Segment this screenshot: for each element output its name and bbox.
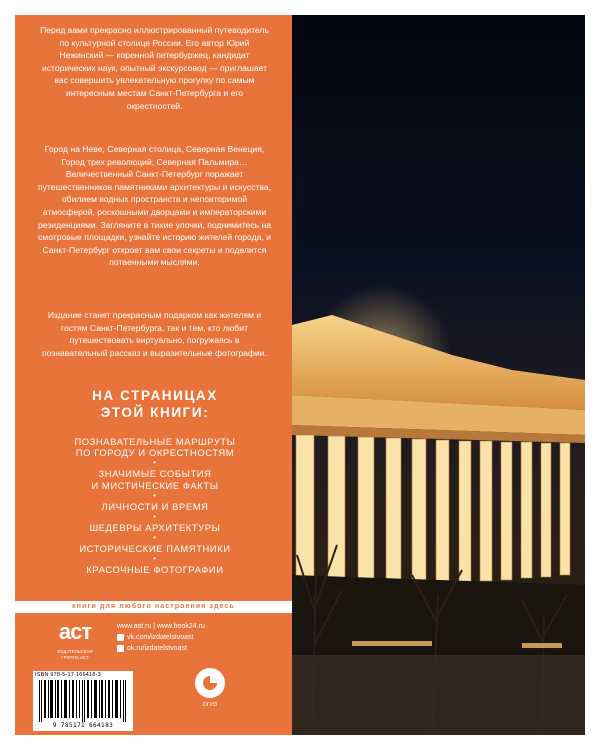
bullet: • xyxy=(153,512,157,522)
ok-link[interactable]: ok.ru/izdatelstvoast xyxy=(117,643,287,654)
contents-heading-line-2: ЭТОЙ КНИГИ: xyxy=(100,405,210,420)
publisher-links xyxy=(117,621,287,654)
night-colonnade-illustration xyxy=(292,15,585,735)
vk-icon xyxy=(117,634,124,641)
back-cover xyxy=(15,15,585,735)
bullet: • xyxy=(153,458,157,468)
ogiz-label: ОГИЗ xyxy=(202,702,218,708)
feature-item: ЗНАЧИМЫЕ СОБЫТИЯ xyxy=(98,468,212,480)
vk-link[interactable]: vk.com/izdatelstvoast xyxy=(117,632,287,643)
kazan-cathedral-photo xyxy=(292,15,585,735)
website-links[interactable]: www.ast.ru | www.book24.ru xyxy=(117,623,205,630)
ok-icon xyxy=(117,645,124,652)
ast-logo-text: аст xyxy=(58,619,92,644)
feature-list xyxy=(25,436,285,576)
feature-item: ПОЗНАВАТЕЛЬНЫЕ МАРШРУТЫ xyxy=(74,436,236,447)
intro-paragraph-1: Перед вами прекрасно иллюстрированный путеводитель по культурной столице России. Его автор Юрий Нежинский — коренной петербуржец, кандидат исторических наук, опытный экскурсовод — приглашает вас совершить увлекательную прогулку по самым интересным местам Санкт-Петербурга и его окрестностей. xyxy=(40,25,269,111)
ogiz-logo xyxy=(190,666,230,716)
ast-logo-caption: ИЗДАТЕЛЬСКАЯ ГРУППА АСТ xyxy=(57,649,93,660)
feature-item: ЛИЧНОСТИ И ВРЕМЯ xyxy=(101,500,209,512)
bullet: • xyxy=(153,533,157,543)
contents-heading xyxy=(25,387,285,421)
feature-item: И МИСТИЧЕСКИЕ ФАКТЫ xyxy=(91,479,219,491)
text-panel xyxy=(15,15,292,735)
barcode xyxy=(33,671,133,731)
intro-paragraph-2: Город на Неве, Северная столица, Северная Венеция, Город трех революций, Северная Пальмира… Величественный Санкт-Петербург поражает путешественников памятниками архитектуры и искусства, обилием водных пространств и неповторимой атмосферой, роскошными дворцами и императорскими резиденциями. Загляните в тихие улочки, поднимитесь на смотровые площадки, узнайте историю жителей города, и Санкт-Петербург откроет вам свои секреты и поделится потаенными мыслями. xyxy=(37,144,272,268)
contents-heading-line-1: НА СТРАНИЦАХ xyxy=(92,388,218,403)
feature-item: ПО ГОРОДУ И ОКРЕСТНОСТЯМ xyxy=(75,447,235,459)
feature-item: КРАСОЧНЫЕ ФОТОГРАФИИ xyxy=(86,564,224,576)
isbn: ISBN 978-5-17-166418-3 xyxy=(35,672,101,678)
ogiz-emblem-icon xyxy=(190,666,230,702)
bullet: • xyxy=(153,554,157,564)
ast-logo xyxy=(48,619,102,665)
slogan-bar: книги для любого настроения здесь xyxy=(15,601,292,613)
barcode-bars xyxy=(37,680,129,722)
feature-item: ШЕДЕВРЫ АРХИТЕКТУРЫ xyxy=(89,522,221,534)
barcode-number: 9 785171 664183 xyxy=(52,722,114,729)
feature-item: ИСТОРИЧЕСКИЕ ПАМЯТНИКИ xyxy=(79,543,231,555)
bullet: • xyxy=(153,490,157,500)
intro-paragraph-3: Издание станет прекрасным подарком как жителям и гостям Санкт-Петербурга, так и тем, кто любит путешествовать виртуально, погружаясь в познавательный рассказ и выразительные фотографии. xyxy=(42,310,267,358)
